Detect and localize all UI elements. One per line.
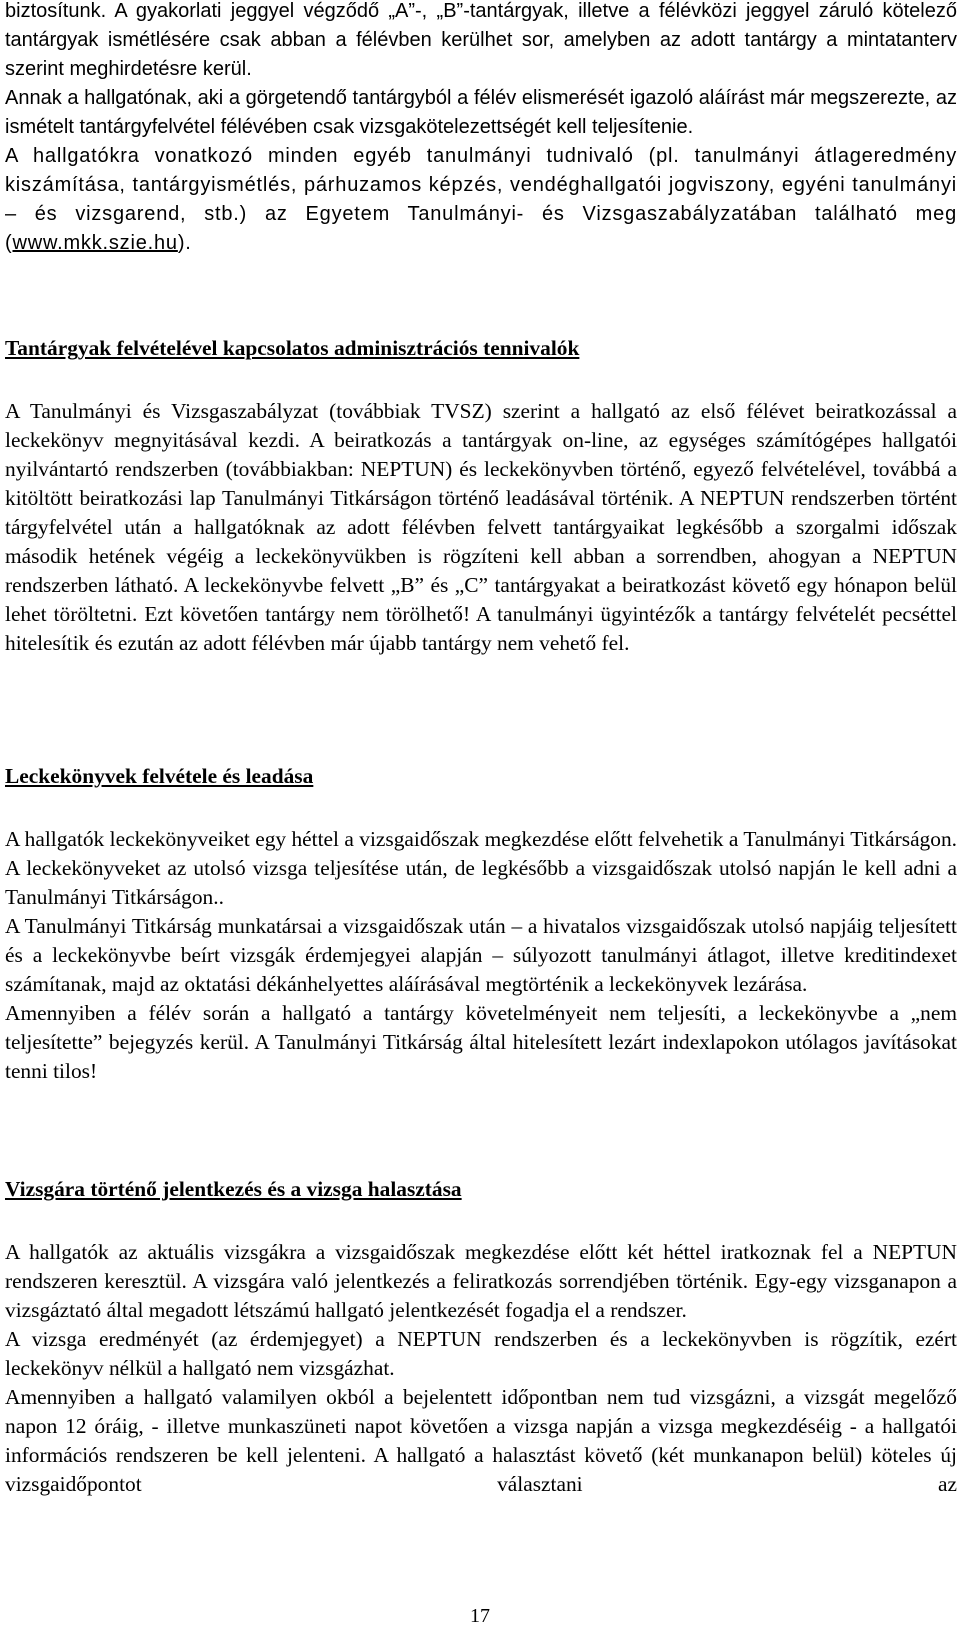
intro-paragraph-2: Annak a hallgatónak, aki a görgetendő tantárgyból a félév elismerését igazoló aláírást már megszerezte, az ismételt tantárgyfelvétel félévében csak vizsgakötelezettségét kell teljesítenie. [5, 87, 957, 138]
gradebooks-paragraph-3: Amennyiben a félév során a hallgató a tantárgy követelményeit nem teljesíti, a leckekönyvbe a „nem teljesítette” bejegyzés kerül. A Tanulmányi Titkárság által hitelesített lezárt indexlapokon utólagos javításokat tenni tilos! [5, 1001, 957, 1083]
section-exam-registration [5, 1175, 957, 1499]
course-registration-paragraph: A Tanulmányi és Vizsgaszabályzat (továbbiak TVSZ) szerint a hallgató az első félévet beiratkozással a leckekönyv megnyitásával kezdi. A beiratkozás a tantárgyak on-line, az egységes számítógépes hallgatói nyilvántartó rendszerben (továbbiakban: NEPTUN) és leckekönyvben történő, egyező felvételével, továbbá a kitöltött beiratkozási lap Tanulmányi Titkárságon történő leadásával történik. A NEPTUN rendszerben történt tárgyfelvétel után a hallgatóknak az adott félévben felvett tantárgyaikat legkésőbb a szorgalmi időszak második hetének végéig a leckekönyvükben is rögzíteni kell abban a sorrendben, ahogyan a NEPTUN rendszerben látható. A leckekönyvbe felvett „B” és „C” tantárgyakat a beiratkozást követő egy hónapon belül lehet töröltetni. Ezt követően tantárgy nem törölhető! A tanulmányi ügyintézők a tantárgy felvételét pecséttel hitelesítik és ezután az adott félévben már újabb tantárgy nem vehető fel. [5, 399, 957, 655]
section-heading-course-registration: Tantárgyak felvételével kapcsolatos adminisztrációs tennivalók [5, 336, 580, 360]
intro-section [5, 0, 957, 258]
intro-paragraph-3-text: A hallgatókra vonatkozó minden egyéb tanulmányi tudnivaló (pl. tanulmányi átlageredmény kiszámítása, tantárgyismétlés, párhuzamos képzés, vendéghallgatói jogviszony, egyéni tanulmányi – és vizsgarend, stb.) az Egyetem Tanulmányi- és Vizsgaszabályzatában található meg ( [5, 145, 957, 254]
university-website-link[interactable]: www.mkk.szie.hu [12, 232, 178, 254]
section-gradebooks [5, 762, 957, 1086]
intro-paragraph-3 [5, 142, 957, 258]
section-heading-gradebooks: Leckekönyvek felvétele és leadása [5, 764, 314, 788]
intro-paragraph-1: biztosítunk. A gyakorlati jeggyel végződő „A”-, „B”-tantárgyak, illetve a félévközi jeggyel záruló kötelező tantárgyak ismétlésére csak abban a félévben kerülhet sor, amelyben az adott tantárgy a mintatanterv szerint meghirdetésre kerül. [5, 0, 957, 80]
intro-paragraph-3-end: ). [177, 232, 192, 254]
gradebooks-paragraph-1: A hallgatók leckekönyveiket egy héttel a vizsgaidőszak megkezdése előtt felvehetik a Tanulmányi Titkárságon. A leckekönyveket az utolsó vizsga teljesítése után, de legkésőbb a vizsgaidőszak utolsó napján le kell adni a Tanulmányi Titkárságon.. [5, 827, 957, 909]
section-heading-exam-registration: Vizsgára történő jelentkezés és a vizsga halasztása [5, 1177, 462, 1201]
exam-registration-paragraph-2: A vizsga eredményét (az érdemjegyet) a NEPTUN rendszerben és a leckekönyvben is rögzítik, ezért leckekönyv nélkül a hallgató nem vizsgázhat. [5, 1327, 957, 1380]
page-number: 17 [470, 1605, 490, 1627]
gradebooks-paragraph-2: A Tanulmányi Titkárság munkatársai a vizsgaidőszak után – a hivatalos vizsgaidőszak utolsó napjáig teljesített és a leckekönyvbe beírt vizsgák érdemjegyei alapján – súlyozott tanulmányi átlagot, illetve kreditindexet számítanak, majd az oktatási dékánhelyettes aláírásával megtörténik a leckekönyvek lezárása. [5, 914, 957, 996]
section-course-registration [5, 334, 957, 658]
exam-registration-paragraph-1: A hallgatók az aktuális vizsgákra a vizsgaidőszak megkezdése előtt két héttel iratkoznak fel a NEPTUN rendszeren keresztül. A vizsgára való jelentkezés a feliratkozás sorrendjében történik. Egy-egy vizsganapon a vizsgáztató által megadott létszámú hallgató jelentkezését fogadja el a rendszer. [5, 1240, 957, 1322]
exam-registration-paragraph-3: Amennyiben a hallgató valamilyen okból a bejelentett időpontban nem tud vizsgázni, a vizsgát megelőző napon 12 óráig, - illetve munkaszüneti napot követően a vizsga napján a vizsga megkezdéséig - a hallgatói információs rendszeren be kell jelenteni. A hallgató a halasztást követő (két munkanapon belül) köteles új vizsgaidőpontot választani az [5, 1385, 957, 1496]
